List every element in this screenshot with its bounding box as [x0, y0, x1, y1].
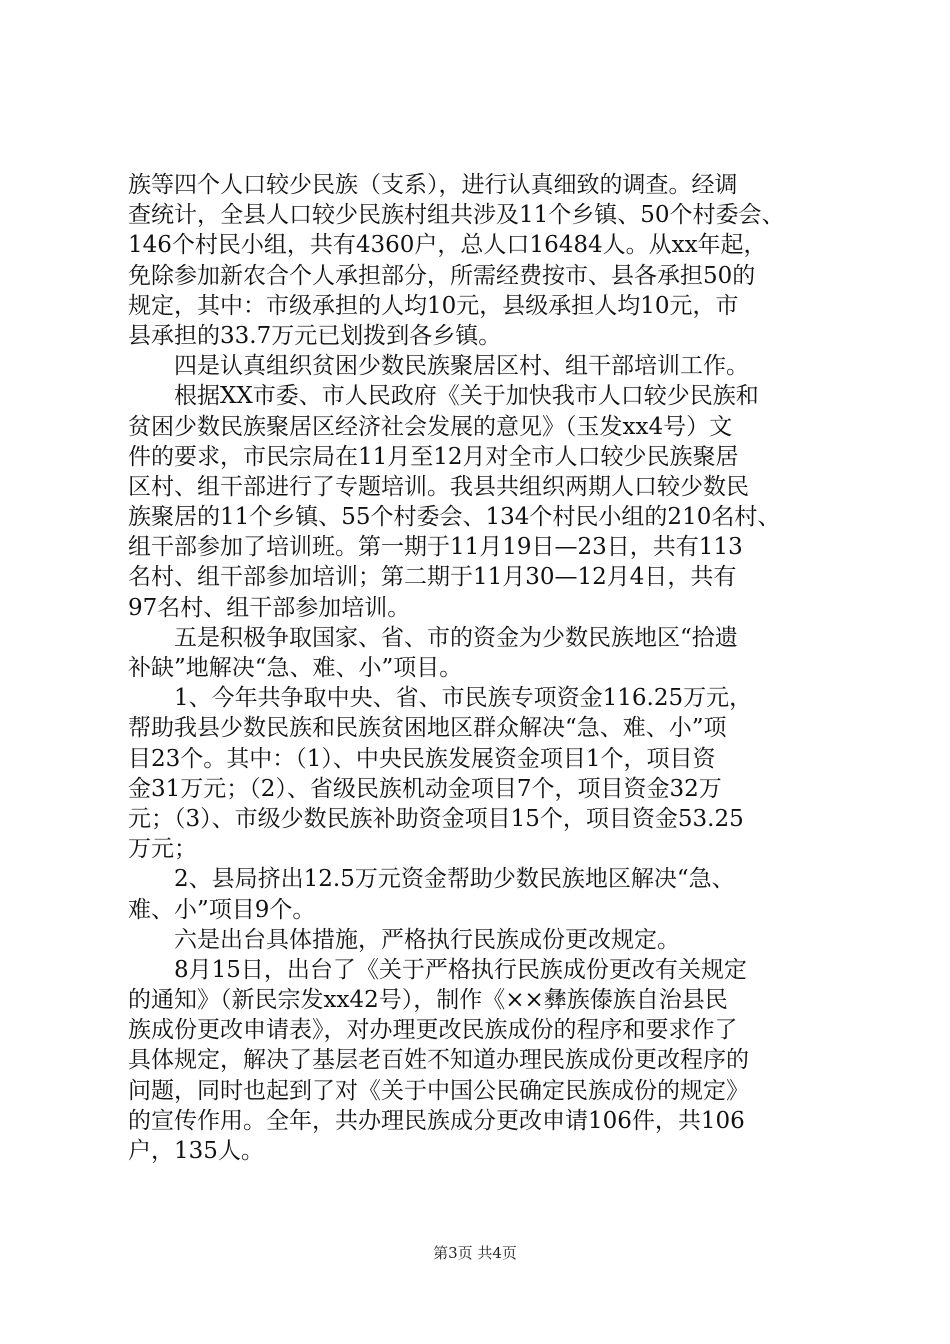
text-line: 名村、组干部参加培训；第二期于11月30—12月4日，共有 [128, 564, 737, 591]
text-line: 146个村民小组，共有4360户，总人口16484人。从xx年起， [128, 232, 767, 259]
text-line: 族等四个人口较少民族（支系），进行认真细致的调查。经调 [128, 172, 738, 198]
text-line: 贫困少数民族聚居区经济社会发展的意见》（玉发xx4号）文 [128, 413, 733, 440]
text-line: 难、小”项目9个。 [128, 896, 316, 923]
text-line: 97名村、组干部参加培训。 [128, 594, 411, 621]
text-line: 2、县局挤出12.5万元资金帮助少数民族地区解决“急、 [128, 866, 735, 893]
text-line: 的宣传作用。全年，共办理民族成分更改申请106件，共106 [128, 1107, 745, 1134]
text-line: 1、今年共争取中央、省、市民族专项资金116.25万元， [128, 685, 753, 712]
text-line: 免除参加新农合个人承担部分，所需经费按市、县各承担50的 [128, 262, 756, 289]
text-line: 的通知》（新民宗发xx42号），制作《××彝族傣族自治县民 [128, 987, 728, 1014]
text-line: 组干部参加了培训班。第一期于11月19日—23日，共有113 [128, 534, 743, 561]
text-line: 问题，同时也起到了对《关于中国公民确定民族成份的规定》 [128, 1077, 749, 1104]
text-line: 具体规定，解决了基层老百姓不知道办理民族成份更改程序的 [128, 1047, 749, 1074]
text-line: 族聚居的11个乡镇、55个村委会、134个村民小组的210名村、 [128, 504, 781, 531]
text-line: 规定，其中：市级承担的人均10元，县级承担人均10元，市 [128, 292, 739, 319]
text-line: 根据XX市委、市人民政府《关于加快我市人口较少民族和 [128, 383, 759, 410]
text-line: 区村、组干部进行了专题培训。我县共组织两期人口较少数民 [128, 473, 749, 500]
text-line: 户，135人。 [128, 1138, 264, 1164]
text-line: 帮助我县少数民族和民族贫困地区群众解决“急、难、小”项 [128, 715, 727, 742]
text-line: 目23个。其中：（1）、中央民族发展资金项目1个，项目资 [128, 745, 716, 772]
text-line: 8月15日，出台了《关于严格执行民族成份更改有关规定 [128, 956, 747, 983]
text-line: 族成份更改申请表》，对办理更改民族成份的程序和要求作了 [128, 1017, 738, 1044]
text-line: 六是出台具体措施，严格执行民族成份更改规定。 [128, 926, 680, 953]
text-line: 查统计，全县人口较少民族村组共涉及11个乡镇、50个村委会、 [128, 202, 785, 229]
text-line: 五是积极争取国家、省、市的资金为少数民族地区“拾遗 [128, 624, 738, 651]
text-line: 四是认真组织贫困少数民族聚居区村、组干部培训工作。 [128, 353, 749, 380]
text-line: 县承担的33.7万元已划拨到各乡镇。 [128, 322, 502, 349]
text-line: 元；（3）、市级少数民族补助资金项目15个，项目资金53.25 [128, 805, 744, 832]
text-line: 万元； [128, 836, 197, 863]
text-line: 金31万元；（2）、省级民族机动金项目7个，项目资金32万 [128, 775, 722, 802]
page-footer: 第3页 共4页 [433, 1244, 517, 1262]
document-body [128, 170, 828, 1166]
text-line: 补缺”地解决“急、难、小”项目。 [128, 655, 463, 681]
text-line: 件的要求，市民宗局在11月至12月对全市人口较少民族聚居 [128, 443, 739, 470]
